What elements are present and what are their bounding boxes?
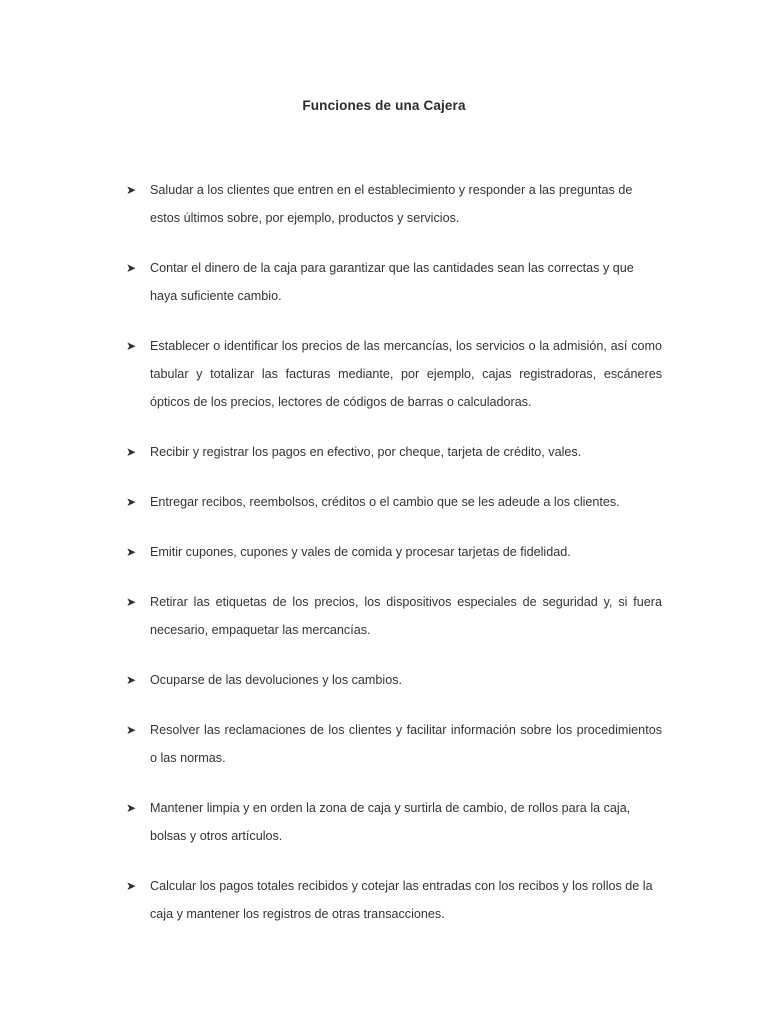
list-item bbox=[126, 872, 662, 928]
list-item bbox=[126, 488, 662, 516]
functions-list bbox=[126, 176, 662, 928]
arrow-bullet-icon: ➤ bbox=[126, 723, 137, 737]
page-title: Funciones de una Cajera bbox=[302, 98, 466, 114]
arrow-bullet-icon: ➤ bbox=[126, 183, 137, 197]
list-item-text: Ocuparse de las devoluciones y los cambios. bbox=[150, 673, 403, 687]
list-item-text: Entregar recibos, reembolsos, créditos o el cambio que se les adeude a los clientes. bbox=[150, 495, 620, 509]
list-item bbox=[126, 176, 662, 232]
list-item-text: Calcular los pagos totales recibidos y cotejar las entradas con los recibos y los rollos de la caja y mantener los registros de otras transacciones. bbox=[150, 879, 653, 921]
arrow-bullet-icon: ➤ bbox=[126, 545, 137, 559]
arrow-bullet-icon: ➤ bbox=[126, 673, 137, 687]
list-item-text: Contar el dinero de la caja para garantizar que las cantidades sean las correctas y que haya suficiente cambio. bbox=[150, 261, 634, 303]
list-item-text: Mantener limpia y en orden la zona de caja y surtirla de cambio, de rollos para la caja, bolsas y otros artículos. bbox=[150, 801, 631, 843]
arrow-bullet-icon: ➤ bbox=[126, 445, 137, 459]
list-item bbox=[126, 794, 662, 850]
arrow-bullet-icon: ➤ bbox=[126, 261, 137, 275]
list-item-text: Saludar a los clientes que entren en el establecimiento y responder a las preguntas de estos últimos sobre, por ejemplo, productos y servicios. bbox=[150, 183, 633, 225]
list-item bbox=[126, 438, 662, 466]
arrow-bullet-icon: ➤ bbox=[126, 339, 137, 353]
list-item bbox=[126, 332, 662, 416]
list-item bbox=[126, 716, 662, 772]
list-item-text: Emitir cupones, cupones y vales de comida y procesar tarjetas de fidelidad. bbox=[150, 545, 571, 559]
list-item-text: Establecer o identificar los precios de las mercancías, los servicios o la admisión, así como tabular y totalizar las facturas mediante, por ejemplo, cajas registradoras, escáneres ópticos de los precios, lectores de códigos de barras o calculadoras. bbox=[150, 339, 662, 409]
list-item-text: Recibir y registrar los pagos en efectivo, por cheque, tarjeta de crédito, vales. bbox=[150, 445, 582, 459]
arrow-bullet-icon: ➤ bbox=[126, 801, 137, 815]
list-item bbox=[126, 666, 662, 694]
arrow-bullet-icon: ➤ bbox=[126, 879, 137, 893]
list-item bbox=[126, 538, 662, 566]
list-item bbox=[126, 588, 662, 644]
list-item-text: Resolver las reclamaciones de los clientes y facilitar información sobre los procedimientos o las normas. bbox=[150, 723, 662, 765]
arrow-bullet-icon: ➤ bbox=[126, 595, 137, 609]
list-item-text: Retirar las etiquetas de los precios, los dispositivos especiales de seguridad y, si fuera necesario, empaquetar las mercancías. bbox=[150, 595, 662, 637]
arrow-bullet-icon: ➤ bbox=[126, 495, 137, 509]
list-item bbox=[126, 254, 662, 310]
